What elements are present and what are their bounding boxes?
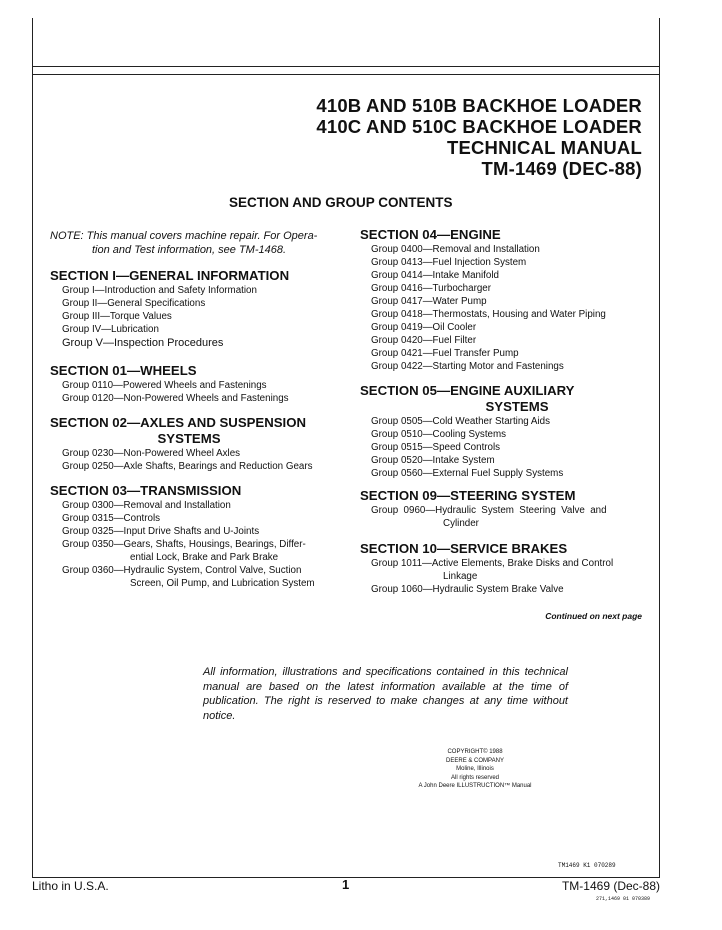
- group-item: Group 0360—Hydraulic System, Control Valve, Suction: [62, 565, 302, 576]
- group-item: Group 0350—Gears, Shafts, Housings, Bearings, Differ-: [62, 539, 306, 550]
- contents-heading: SECTION AND GROUP CONTENTS: [229, 195, 453, 210]
- manual-title: [316, 95, 642, 179]
- group-item: Group 0300—Removal and Installation: [62, 500, 231, 511]
- copyright-line: All rights reserved: [450, 774, 500, 781]
- group-item: Group 0417—Water Pump: [371, 296, 487, 307]
- group-item: Group 0560—External Fuel Supply Systems: [371, 468, 564, 479]
- frame-left-body: [32, 74, 33, 877]
- copyright-line: COPYRIGHT© 1988: [447, 749, 503, 755]
- group-item: Group 0418—Thermostats, Housing and Water Piping: [371, 309, 606, 320]
- section-heading: SECTION 01—WHEELS: [50, 363, 197, 378]
- section-05: [360, 383, 594, 480]
- section-09: [360, 488, 607, 530]
- group-item-continuation: Screen, Oil Pump, and Lubrication System: [130, 578, 315, 589]
- note: [50, 229, 350, 257]
- group-item: Group II—General Specifications: [62, 298, 206, 309]
- continued-note: Continued on next page: [545, 611, 642, 621]
- group-item: Group 0422—Starting Motor and Fastenings: [371, 361, 564, 372]
- group-item: Group III—Torque Values: [62, 311, 172, 322]
- section-heading: [50, 415, 328, 447]
- group-item: Group 0315—Controls: [62, 513, 161, 524]
- group-item: Group 0416—Turbocharger: [371, 283, 491, 294]
- title-line: TM-1469 (DEC-88): [481, 158, 642, 179]
- footer-right: TM-1469 (Dec-88): [561, 879, 660, 893]
- group-item: Group 1011—Active Elements, Brake Disks and Control: [371, 558, 614, 569]
- group-item: Group 0421—Fuel Transfer Pump: [371, 348, 519, 359]
- disclaimer: All information, illustrations and specifications contained in this technical manual are based on the latest information available at the time of publication. The right is reserved to make changes at any time without notice.: [203, 666, 568, 722]
- reference-code: TM1469 K1 070289: [558, 862, 616, 869]
- group-item: Group I—Introduction and Safety Information: [62, 285, 257, 296]
- footer-small-ref: 271,1469 01 070389: [596, 896, 651, 902]
- frame-left: [32, 18, 33, 74]
- section-heading: SECTION 03—TRANSMISSION: [50, 483, 242, 498]
- section-heading: SECTION 10—SERVICE BRAKES: [360, 541, 568, 556]
- section-heading: SECTION 09—STEERING SYSTEM: [360, 488, 576, 503]
- section-heading-line: SYSTEMS: [157, 431, 221, 446]
- group-item: Group 0400—Removal and Installation: [371, 244, 540, 255]
- section-heading-line: SYSTEMS: [485, 399, 549, 414]
- title-line: 410C AND 510C BACKHOE LOADER: [316, 116, 642, 137]
- note-line: tion and Test information, see TM-1468.: [92, 244, 287, 256]
- group-item: Group V—Inspection Procedures: [62, 337, 224, 349]
- section-heading-line: SECTION 02—AXLES AND SUSPENSION: [50, 415, 306, 430]
- group-item: Group 0515—Speed Controls: [371, 442, 501, 453]
- copyright-line: Moline, Illinois: [456, 766, 494, 772]
- copyright-line: DEERE & COMPANY: [446, 757, 504, 764]
- section-04: [360, 227, 606, 373]
- group-item-continuation: ential Lock, Brake and Park Brake: [130, 552, 279, 563]
- section-10: [360, 541, 613, 596]
- group-item: Group 1060—Hydraulic System Brake Valve: [371, 584, 564, 595]
- group-item-continuation: Linkage: [443, 571, 478, 582]
- frame-top: [32, 74, 660, 75]
- group-item: Group IV—Lubrication: [62, 324, 159, 335]
- section-02: [50, 415, 328, 473]
- page-number: 1: [342, 877, 350, 892]
- group-item: Group 0413—Fuel Injection System: [371, 257, 527, 268]
- copyright-block: [400, 748, 550, 791]
- section-heading-line: SECTION 05—ENGINE AUXILIARY: [360, 383, 575, 398]
- group-item: Group 0230—Non-Powered Wheel Axles: [62, 448, 241, 459]
- title-line: 410B AND 510B BACKHOE LOADER: [316, 95, 642, 116]
- group-item: Group 0325—Input Drive Shafts and U-Joints: [62, 526, 260, 537]
- section-heading: [360, 383, 594, 415]
- group-item: Group 0960—Hydraulic System Steering Valve and: [371, 505, 607, 516]
- group-item: Group 0419—Oil Cooler: [371, 322, 477, 333]
- group-item: Group 0250—Axle Shafts, Bearings and Reduction Gears: [62, 461, 313, 472]
- section-i: [50, 268, 289, 351]
- copyright-line: A John Deere ILLUSTRUCTION™ Manual: [418, 783, 532, 789]
- group-item: Group 0520—Intake System: [371, 455, 495, 466]
- group-item: Group 0420—Fuel Filter: [371, 335, 477, 346]
- footer-left: Litho in U.S.A.: [32, 879, 109, 893]
- frame-right-top: [659, 18, 660, 74]
- section-heading: SECTION I—GENERAL INFORMATION: [50, 268, 290, 283]
- section-heading: SECTION 04—ENGINE: [360, 227, 501, 242]
- title-line: TECHNICAL MANUAL: [446, 137, 642, 158]
- section-01: [50, 363, 289, 405]
- frame-right-body: [659, 74, 660, 877]
- top-rule: [32, 66, 660, 67]
- group-item: Group 0120—Non-Powered Wheels and Fastenings: [62, 393, 289, 404]
- group-item: Group 0414—Intake Manifold: [371, 270, 499, 281]
- group-item: Group 0510—Cooling Systems: [371, 429, 507, 440]
- group-item: Group 0110—Powered Wheels and Fastenings: [62, 380, 267, 391]
- group-item: Group 0505—Cold Weather Starting Aids: [371, 416, 550, 427]
- group-item-continuation: Cylinder: [443, 518, 479, 529]
- section-03: [50, 483, 334, 590]
- note-line: NOTE: This manual covers machine repair. For Opera-: [50, 230, 318, 242]
